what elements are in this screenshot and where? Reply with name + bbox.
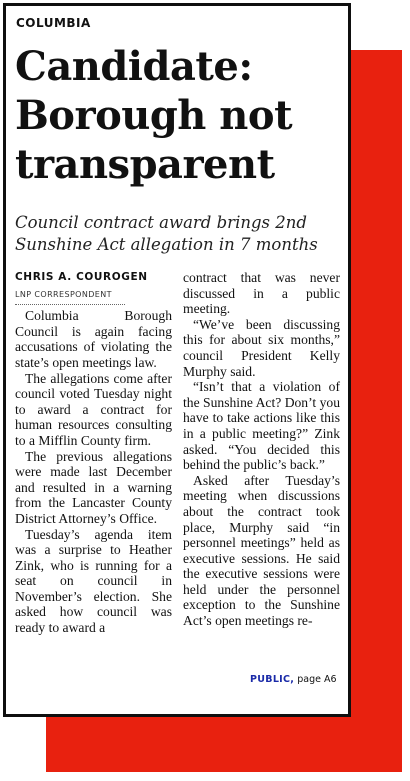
deck-line: Council contract award brings 2nd <box>15 213 307 232</box>
headline-line: transparent <box>15 141 275 188</box>
paragraph: Tuesday’s agenda item was a surprise to Heather Zink, who is running for a seat on council in November’s election. She asked how council was ready to award a <box>15 526 172 636</box>
paragraph: Asked after Tuesday’s meeting when discussions about the contract took place, Murphy said “in personnel meetings” held as executive sessions. He said the executive sessions were held under the personnel exception to the Sunshine Act’s open meetings re- <box>183 472 340 629</box>
newspaper-clipping <box>3 3 351 717</box>
headline <box>15 42 345 189</box>
article-column-left <box>15 270 172 636</box>
continuation-jump[interactable] <box>250 674 337 685</box>
deck-subheadline <box>15 212 345 256</box>
paragraph: The allegations come after council voted Tuesday night to award a contract for human resources consulting to a Mifflin County firm. <box>15 370 172 448</box>
byline: CHRIS A. COUROGEN <box>15 271 148 283</box>
jump-page: page A6 <box>297 674 337 685</box>
jump-label: PUBLIC, <box>250 674 295 685</box>
paragraph: “Isn’t that a violation of the Sunshine Act? Don’t you have to take actions like this in a public meeting?” Zink asked. “You decided this behind the public’s back.” <box>183 379 340 473</box>
paragraph: “We’ve been discussing this for about six months,” council President Kelly Murphy said. <box>183 316 340 379</box>
article-column-right <box>183 270 340 629</box>
headline-line: Candidate: <box>15 43 253 90</box>
byline-credit: LNP CORRESPONDENT <box>15 287 125 306</box>
paragraph: contract that was never discussed in a public meeting. <box>183 270 340 317</box>
paragraph: The previous allegations were made last December and resulted in a warning from the Lancaster County District Attorney’s Office. <box>15 448 172 526</box>
headline-line: Borough not <box>15 92 293 139</box>
paragraph: Columbia Borough Council is again facing accusations of violating the state’s open meetings law. <box>15 308 172 370</box>
deck-line: Sunshine Act allegation in 7 months <box>15 235 318 254</box>
section-label: COLUMBIA <box>16 16 91 30</box>
